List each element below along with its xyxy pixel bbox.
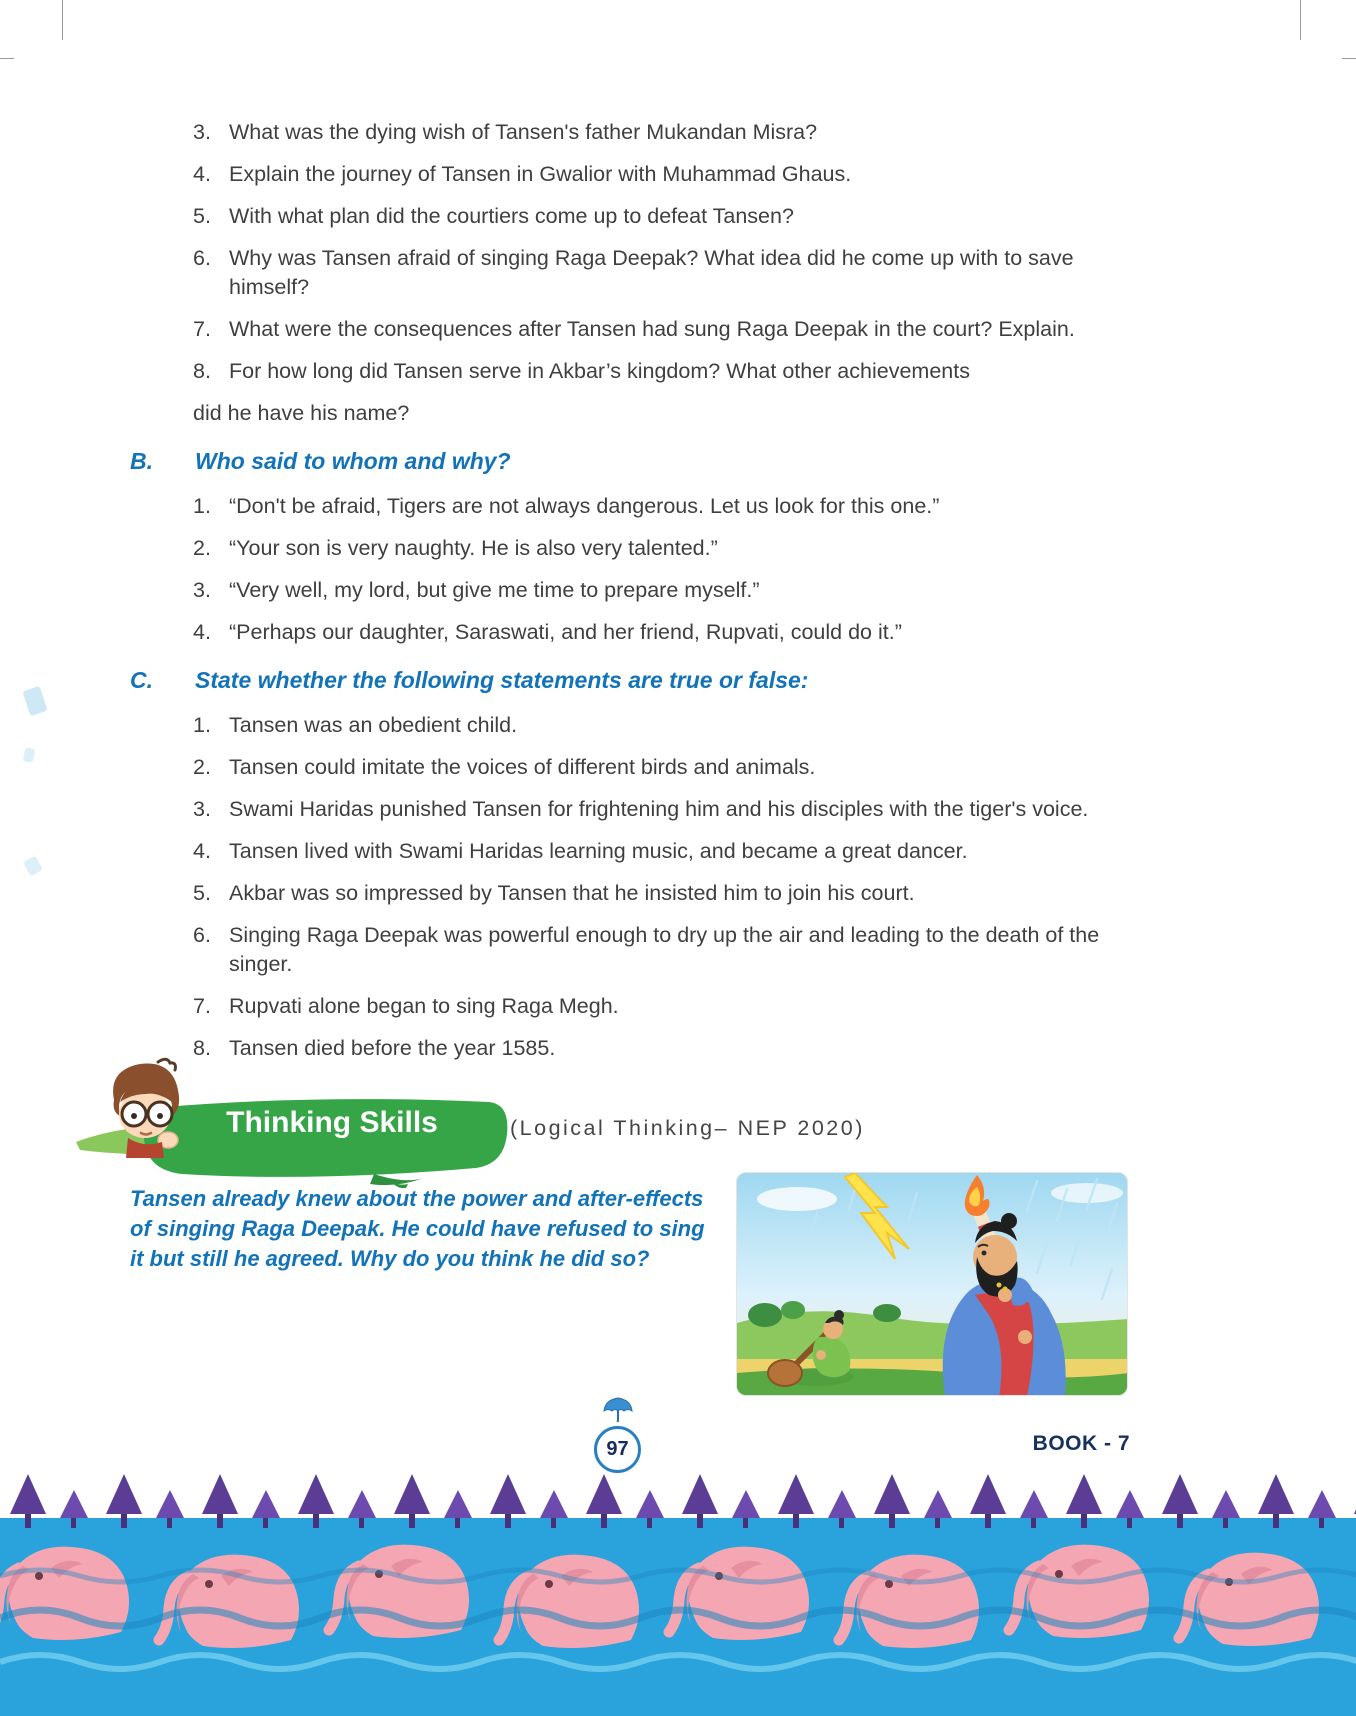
item-text: With what plan did the courtiers come up to defeat Tansen?: [229, 204, 794, 228]
question-item: [193, 879, 1152, 908]
item-number: 7.: [193, 994, 211, 1018]
page-number-badge: [594, 1426, 641, 1473]
thinking-prompt: Tansen already knew about the power and after-effects of singing Raga Deepak. He could have refused to sing it but still he agreed. Why do you think he did so?: [130, 1186, 705, 1271]
item-text: What was the dying wish of Tansen's father Mukandan Misra?: [229, 120, 818, 144]
question-list-c: [193, 711, 1152, 1063]
item-text: Tansen lived with Swami Haridas learning music, and became a great dancer.: [229, 839, 968, 863]
umbrella-icon: [601, 1396, 635, 1426]
item-number: 3.: [193, 578, 211, 602]
question-item: [193, 202, 1152, 231]
item-text: Explain the journey of Tansen in Gwalior with Muhammad Ghaus.: [229, 162, 852, 186]
question-item: [193, 357, 1152, 386]
item-number: 7.: [193, 317, 211, 341]
item-number: 4.: [193, 839, 211, 863]
thinking-skills-subtitle: (Logical Thinking– NEP 2020): [510, 1116, 865, 1140]
item-text: Akbar was so impressed by Tansen that he insisted him to join his court.: [229, 881, 915, 905]
thinking-skills-title: Thinking Skills: [226, 1106, 438, 1139]
tansen-illustration-art: [737, 1173, 1128, 1396]
question-list-a: [193, 118, 1152, 386]
page-number: 97: [606, 1438, 629, 1460]
question-overflow-line: did he have his name?: [193, 401, 410, 425]
exercise-content: [130, 118, 1152, 1076]
question-item: [193, 118, 1152, 147]
print-artifact: [23, 856, 43, 877]
item-text: Tansen was an obedient child.: [229, 713, 518, 737]
question-item: [193, 992, 1152, 1021]
question-item: [193, 492, 1152, 521]
item-text: Tansen died before the year 1585.: [229, 1036, 556, 1060]
item-number: 8.: [193, 1036, 211, 1060]
question-item: [193, 576, 1152, 605]
section-title: State whether the following statements are true or false:: [195, 667, 809, 693]
item-text: Tansen could imitate the voices of different birds and animals.: [229, 755, 816, 779]
item-number: 6.: [193, 923, 211, 947]
item-number: 3.: [193, 120, 211, 144]
item-number: 4.: [193, 162, 211, 186]
section-letter: C.: [130, 667, 153, 693]
item-text: For how long did Tansen serve in Akbar’s kingdom? What other achievements: [229, 359, 970, 383]
section-c-heading: [130, 665, 1152, 695]
item-number: 6.: [193, 246, 211, 270]
print-artifact: [22, 686, 47, 716]
book-label: BOOK - 7: [1032, 1432, 1130, 1455]
item-text: “Perhaps our daughter, Saraswati, and her friend, Rupvati, could do it.”: [229, 620, 902, 644]
item-number: 2.: [193, 755, 211, 779]
item-text: Why was Tansen afraid of singing Raga Deepak? What idea did he come up with to save himself?: [229, 246, 1074, 299]
item-text: What were the consequences after Tansen had sung Raga Deepak in the court? Explain.: [229, 317, 1075, 341]
crop-mark: [1342, 58, 1356, 59]
question-list-b: [193, 492, 1152, 647]
question-item: [193, 534, 1152, 563]
question-item: [193, 1034, 1152, 1063]
question-item: [193, 921, 1152, 979]
question-item: [193, 315, 1152, 344]
question-item: [193, 160, 1152, 189]
item-number: 3.: [193, 797, 211, 821]
tansen-illustration: [736, 1172, 1128, 1396]
item-text: “Your son is very naughty. He is also very talented.”: [229, 536, 718, 560]
item-number: 1.: [193, 713, 211, 737]
question-item: [193, 753, 1152, 782]
item-number: 1.: [193, 494, 211, 518]
section-title: Who said to whom and why?: [195, 448, 511, 474]
item-number: 2.: [193, 536, 211, 560]
item-text: “Don't be afraid, Tigers are not always dangerous. Let us look for this one.”: [229, 494, 940, 518]
item-text: Rupvati alone began to sing Raga Megh.: [229, 994, 619, 1018]
print-artifact: [23, 747, 35, 763]
crop-mark: [1300, 0, 1301, 40]
item-text: Singing Raga Deepak was powerful enough to dry up the air and leading to the death of the singer.: [229, 923, 1100, 976]
question-item: [193, 837, 1152, 866]
bottom-border-decoration: [0, 1466, 1356, 1716]
item-number: 5.: [193, 204, 211, 228]
crop-mark: [0, 58, 14, 59]
item-number: 4.: [193, 620, 211, 644]
question-item: [193, 618, 1152, 647]
question-item: [193, 244, 1152, 302]
question-item: [193, 711, 1152, 740]
question-item: [193, 795, 1152, 824]
item-number: 8.: [193, 359, 211, 383]
section-letter: B.: [130, 448, 153, 474]
item-number: 5.: [193, 881, 211, 905]
section-b-heading: [130, 446, 1152, 476]
crop-mark: [62, 0, 63, 40]
item-text: Swami Haridas punished Tansen for frightening him and his disciples with the tiger's voice.: [229, 797, 1089, 821]
item-text: “Very well, my lord, but give me time to prepare myself.”: [229, 578, 760, 602]
thinking-kid-icon: [98, 1054, 190, 1160]
